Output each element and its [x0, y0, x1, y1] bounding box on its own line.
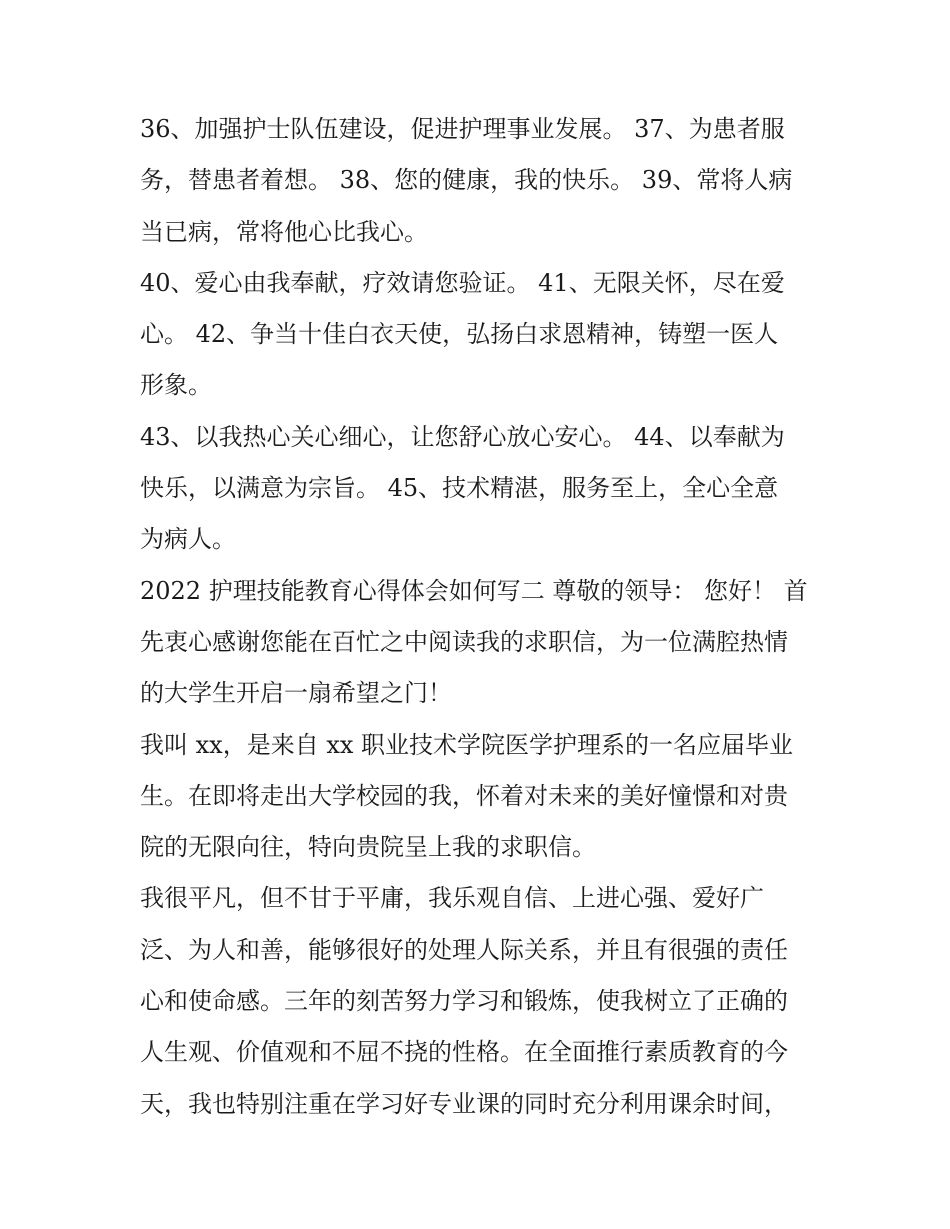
paragraph-slogans-40-42: 40、爱心由我奉献，疗效请您验证。 41、无限关怀，尽在爱 心。 42、争当十佳白衣天使，弘扬白求恩精神，铸塑一医人 形象。 [140, 268, 785, 400]
paragraph-self-introduction: 我叫 xx，是来自 xx 职业技术学院医学护理系的一名应届毕业 生。在即将走出大学校园的我，怀着对未来的美好憧憬和对贵 院的无限向往，特向贵院呈上我的求职信。 [140, 730, 794, 862]
paragraph-slogans-43-45: 43、以我热心关心细心，让您舒心放心安心。 44、以奉献为 快乐，以满意为宗旨。 45、技术精湛，服务至上，全心全意 为病人。 [140, 422, 785, 554]
paragraph-letter-greeting: 2022 护理技能教育心得体会如何写二 尊敬的领导： 您好！ 首 先衷心感谢您能在百忙之中阅读我的求职信，为一位满腔热情 的大学生开启一扇希望之门！ [140, 576, 808, 708]
document-body [140, 104, 820, 1130]
paragraph-personal-qualities: 我很平凡，但不甘于平庸，我乐观自信、上进心强、爱好广 泛、为人和善，能够很好的处理人际关系，并且有很强的责任 心和使命感。三年的刻苦努力学习和锻炼，使我树立了正确的 人生观、价值观和不屈不挠的性格。在全面推行素质教育的今 天，我也特别注重在学习好专业课的同时充分利用课余时间， [140, 884, 788, 1118]
paragraph-slogans-36-39: 36、加强护士队伍建设，促进护理事业发展。 37、为患者服 务，替患者着想。 38、您的健康，我的快乐。 39、常将人病 当已病，常将他心比我心。 [140, 115, 793, 246]
